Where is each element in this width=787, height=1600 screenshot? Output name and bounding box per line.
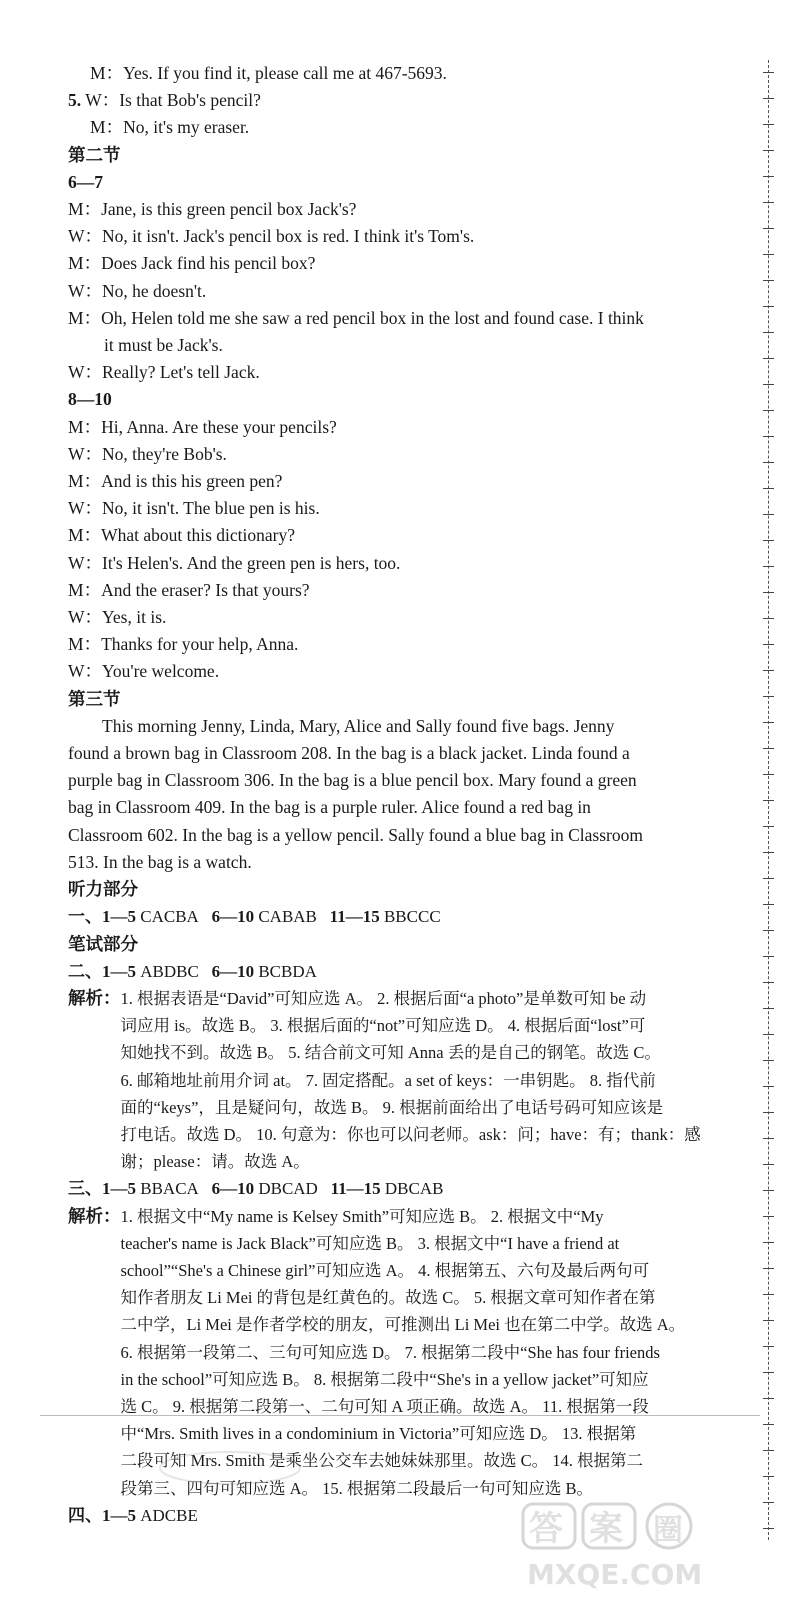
dialogue-text: Yes. If you find it, please call me at 467-5693. <box>123 63 447 83</box>
explanation-line: 中“Mrs. Smith lives in a condominium in Victoria”可知应选 D。 13. 根据第 <box>120 1424 637 1444</box>
answer-range: 11—15 <box>330 1179 381 1199</box>
binding-tick-mark <box>763 1424 774 1425</box>
answer-letters: BBACA <box>140 1179 199 1199</box>
svg-text:MXQE.COM: MXQE.COM <box>527 1558 703 1590</box>
dialogue-line: W：No, he doesn't. <box>68 280 207 301</box>
section-heading: 第三节 <box>68 688 121 709</box>
dialogue-text: No, it isn't. The blue pen is his. <box>102 498 320 519</box>
speaker: W <box>68 443 85 464</box>
speaker: M <box>90 117 106 138</box>
part-prefix: 一、 <box>68 907 102 927</box>
binding-tick-mark <box>763 540 774 541</box>
dialogue-line: M：Jane, is this green pencil box Jack's? <box>68 199 357 220</box>
binding-tick-mark <box>763 1034 774 1035</box>
binding-tick-mark <box>763 826 774 827</box>
dialogue-line: 5. W：Is that Bob's pencil? <box>68 90 261 111</box>
page-content <box>68 60 756 1529</box>
dialogue-text: No, it isn't. Jack's pencil box is red. I think it's Tom's. <box>102 226 475 247</box>
dialogue-text: You're welcome. <box>102 661 220 682</box>
dialogue-line: W：It's Helen's. And the green pen is hers, too. <box>68 552 401 573</box>
binding-tick-mark <box>763 1190 774 1191</box>
section-heading: 第二节 <box>68 144 121 165</box>
binding-tick-mark <box>763 202 774 203</box>
answer-letters: BCBDA <box>258 961 317 981</box>
dialogue-line: W：No, it isn't. Jack's pencil box is red. I think it's Tom's. <box>68 226 475 247</box>
binding-tick-mark <box>763 488 774 489</box>
binding-tick-mark <box>763 176 774 177</box>
binding-tick-mark <box>763 1060 774 1061</box>
binding-tick-mark <box>763 1476 774 1477</box>
answer-line-part2 <box>68 958 756 985</box>
explanation-line: 1. 根据文中“My name is Kelsey Smith”可知应选 B。 2. 根据文中“My <box>120 1206 604 1226</box>
binding-tick-mark <box>763 436 774 437</box>
binding-tick-mark <box>763 800 774 801</box>
binding-tick-mark <box>763 1372 774 1373</box>
binding-tick-mark <box>763 1346 774 1347</box>
dialogue-text: Thanks for your help, Anna. <box>101 634 299 655</box>
dialogue-line: M：And is this his green pen? <box>68 471 283 492</box>
binding-tick-mark <box>763 1450 774 1451</box>
answer-range: 6—10 <box>211 1179 255 1199</box>
answer-line-part3 <box>68 1175 756 1202</box>
answer-range: 6—10 <box>211 907 255 927</box>
speaker: M <box>68 253 84 274</box>
dialogue-text: And is this his green pen? <box>101 471 283 492</box>
explanation-line: teacher's name is Jack Black”可知应选 B。 3. 根据文中“I have a friend at <box>120 1233 620 1253</box>
group-label: 6—7 <box>68 171 103 192</box>
explanation-part2 <box>68 985 756 1175</box>
part-prefix: 三、 <box>68 1179 102 1199</box>
speaker: M <box>68 199 84 220</box>
explanation-line: 词应用 is。故选 B。 3. 根据后面的“not”可知应选 D。 4. 根据后面“lost”可 <box>120 1016 646 1036</box>
passage-line: bag in Classroom 409. In the bag is a purple ruler. Alice found a red bag in <box>68 797 591 818</box>
written-heading: 笔试部分 <box>68 933 138 954</box>
explanation-line: 谢；please：请。故选 A。 <box>120 1152 310 1172</box>
dialogue-text: What about this dictionary? <box>101 525 295 546</box>
binding-tick-mark <box>763 592 774 593</box>
speaker: W <box>68 362 85 383</box>
binding-tick-mark <box>763 1112 774 1113</box>
answer-range: 1—5 <box>102 1505 136 1525</box>
binding-tick-mark <box>763 306 774 307</box>
explanation-label: 解析： <box>68 1205 121 1226</box>
answer-letters: CABAB <box>258 907 317 927</box>
explanation-line: 段第三、四句可知应选 A。 15. 根据第二段最后一句可知应选 B。 <box>120 1478 594 1498</box>
answer-range: 6—10 <box>211 961 255 981</box>
binding-tick-mark <box>763 722 774 723</box>
dialogue-continuation: it must be Jack's. <box>104 335 223 356</box>
dialogue-line: W：Really? Let's tell Jack. <box>68 362 260 383</box>
speaker: W <box>68 280 85 301</box>
binding-tick-mark <box>763 852 774 853</box>
svg-text:案: 案 <box>589 1509 623 1549</box>
explanation-line: 6. 根据第一段第二、三句可知应选 D。 7. 根据第二段中“She has four friends <box>120 1342 660 1362</box>
binding-tick-mark <box>763 228 774 229</box>
answer-range: 1—5 <box>102 961 136 981</box>
faint-stamp <box>150 1448 310 1488</box>
binding-tick-mark <box>763 1320 774 1321</box>
speaker: M <box>68 307 84 328</box>
binding-tick-mark <box>763 774 774 775</box>
binding-tick-mark <box>763 124 774 125</box>
binding-tick-mark <box>763 72 774 73</box>
binding-tick-mark <box>763 1138 774 1139</box>
binding-tick-mark <box>763 930 774 931</box>
speaker: W <box>85 90 102 111</box>
speaker: M <box>68 471 84 492</box>
explanation-line: school”“She's a Chinese girl”可知应选 A。 4. 根据第五、六句及最后两句可 <box>120 1260 650 1280</box>
explanation-label: 解析： <box>68 987 121 1008</box>
speaker: M <box>90 63 106 83</box>
dialogue-line: M：Thanks for your help, Anna. <box>68 634 299 655</box>
explanation-line: 二中学，Li Mei 是作者学校的朋友，可推测出 Li Mei 也在第二中学。故选 A。 <box>120 1315 686 1335</box>
dialogue-line: M：Hi, Anna. Are these your pencils? <box>68 416 337 437</box>
answer-letters: BBCCC <box>383 907 441 927</box>
binding-tick-mark <box>763 696 774 697</box>
speaker: W <box>68 498 85 519</box>
passage-line: purple bag in Classroom 306. In the bag is a blue pencil box. Mary found a green <box>68 770 637 791</box>
binding-tick-mark <box>763 566 774 567</box>
binding-tick-mark <box>763 1242 774 1243</box>
explanation-line: in the school”可知应选 B。 8. 根据第二段中“She's in a yellow jacket”可知应 <box>120 1369 649 1389</box>
dialogue-text: Does Jack find his pencil box? <box>101 253 316 274</box>
dialogue-line: W：Yes, it is. <box>68 607 167 628</box>
binding-tick-mark <box>763 644 774 645</box>
speaker: W <box>68 661 85 682</box>
binding-tick-mark <box>763 1294 774 1295</box>
binding-tick-mark <box>763 1164 774 1165</box>
dialogue-text: Oh, Helen told me she saw a red pencil box in the lost and found case. I think <box>101 307 644 328</box>
dialogue-text: Yes, it is. <box>102 607 167 628</box>
dialogue-line: M：And the eraser? Is that yours? <box>68 579 310 600</box>
speaker: M <box>68 634 84 655</box>
explanation-line: 选 C。 9. 根据第二段第一、二句可知 A 项正确。故选 A。 11. 根据第一段 <box>120 1396 649 1416</box>
question-number: 5. <box>68 90 82 111</box>
binding-tick-mark <box>763 670 774 671</box>
passage-line: 513. In the bag is a watch. <box>68 851 252 872</box>
dialogue-line: M：No, it's my eraser. <box>90 117 250 138</box>
binding-tick-mark <box>763 358 774 359</box>
explanation-line: 知她找不到。故选 B。 5. 结合前文可知 Anna 丢的是自己的钢笔。故选 C。 <box>120 1043 661 1063</box>
dialogue-line: M：Yes. If you find it, please call me at 467-5693. <box>90 63 447 83</box>
answer-letters: ABDBC <box>140 961 199 981</box>
answer-letters: ADCBE <box>140 1505 198 1525</box>
binding-tick-mark <box>763 1268 774 1269</box>
answer-letters: DBCAD <box>258 1179 318 1199</box>
explanation-line: 知作者朋友 Li Mei 的背包是红黄色的。故选 C。 5. 根据文章可知作者在第 <box>120 1288 656 1308</box>
answer-line-part1 <box>68 903 756 930</box>
dialogue-text: No, they're Bob's. <box>102 443 227 464</box>
answer-range: 1—5 <box>102 907 136 927</box>
binding-tick-mark <box>763 98 774 99</box>
answer-range: 11—15 <box>329 907 380 927</box>
dialogue-text: No, it's my eraser. <box>123 117 250 138</box>
dialogue-text: No, he doesn't. <box>102 280 207 301</box>
dialogue-line: M：What about this dictionary? <box>68 525 295 546</box>
binding-tick-mark <box>763 514 774 515</box>
dialogue-line: W：No, it isn't. The blue pen is his. <box>68 498 320 519</box>
answer-range: 1—5 <box>102 1179 136 1199</box>
binding-tick-mark <box>763 410 774 411</box>
dialogue-line: W：You're welcome. <box>68 661 220 682</box>
dialogue-text: Really? Let's tell Jack. <box>102 362 260 383</box>
dialogue-text: Hi, Anna. Are these your pencils? <box>101 416 337 437</box>
binding-tick-mark <box>763 878 774 879</box>
binding-tick-mark <box>763 904 774 905</box>
explanation-line: 1. 根据表语是“David”可知应选 A。 2. 根据后面“a photo”是单数可知 be 动 <box>120 988 647 1008</box>
binding-tick-mark <box>763 618 774 619</box>
watermark-logo <box>519 1500 769 1590</box>
dialogue-line: M：Does Jack find his pencil box? <box>68 253 316 274</box>
explanation-text <box>121 985 701 1175</box>
dialogue-text: And the eraser? Is that yours? <box>101 579 310 600</box>
group-label: 8—10 <box>68 389 112 410</box>
explanation-line: 二段可知 Mrs. Smith 是乘坐公交车去她妹妹那里。故选 C。 14. 根据第二 <box>120 1451 644 1471</box>
binding-tick-mark <box>763 332 774 333</box>
svg-text:答: 答 <box>529 1509 563 1549</box>
binding-tick-mark <box>763 384 774 385</box>
binding-tick-mark <box>763 1398 774 1399</box>
passage-line: found a brown bag in Classroom 208. In the bag is a black jacket. Linda found a <box>68 743 630 764</box>
binding-tick-mark <box>763 280 774 281</box>
speaker: M <box>68 525 84 546</box>
binding-tick-mark <box>763 1502 774 1503</box>
answer-letters: DBCAB <box>384 1179 444 1199</box>
speaker: M <box>68 579 84 600</box>
binding-tick-mark <box>763 1216 774 1217</box>
binding-tick-mark <box>763 1086 774 1087</box>
binding-tick-mark <box>763 150 774 151</box>
part-prefix: 四、 <box>68 1505 102 1525</box>
dialogue-line: W：No, they're Bob's. <box>68 443 227 464</box>
binding-tick-mark <box>763 982 774 983</box>
speaker: W <box>68 226 85 247</box>
answer-letters: CACBA <box>140 907 199 927</box>
speaker: W <box>68 552 85 573</box>
listening-heading: 听力部分 <box>68 879 138 900</box>
speaker: W <box>68 607 85 628</box>
explanation-line: 6. 邮箱地址前用介词 at。 7. 固定搭配。a set of keys：一串钥匙。 8. 指代前 <box>120 1070 656 1090</box>
binding-tick-mark <box>763 1008 774 1009</box>
passage <box>68 713 756 876</box>
binding-tick-mark <box>763 1528 774 1529</box>
dialogue-text: Is that Bob's pencil? <box>119 90 261 111</box>
binding-tick-mark <box>763 748 774 749</box>
passage-line: This morning Jenny, Linda, Mary, Alice and Sally found five bags. Jenny <box>102 715 615 736</box>
binding-tick-mark <box>763 254 774 255</box>
dialogue-text: It's Helen's. And the green pen is hers, too. <box>102 552 401 573</box>
explanation-line: 打电话。故选 D。 10. 句意为：你也可以问老师。ask：问；have：有；thank：感 <box>120 1124 701 1144</box>
dialogue-text: Jane, is this green pencil box Jack's? <box>101 199 357 220</box>
part-prefix: 二、 <box>68 961 102 981</box>
svg-text:圈: 圈 <box>653 1513 683 1548</box>
dialogue-line: M：Oh, Helen told me she saw a red pencil box in the lost and found case. I think <box>68 307 644 328</box>
explanation-line: 面的“keys”，且是疑问句，故选 B。 9. 根据前面给出了电话号码可知应该是 <box>120 1097 664 1117</box>
speaker: M <box>68 416 84 437</box>
binding-tick-mark <box>763 956 774 957</box>
binding-tick-mark <box>763 462 774 463</box>
passage-line: Classroom 602. In the bag is a yellow pencil. Sally found a blue bag in Classroom <box>68 824 643 845</box>
